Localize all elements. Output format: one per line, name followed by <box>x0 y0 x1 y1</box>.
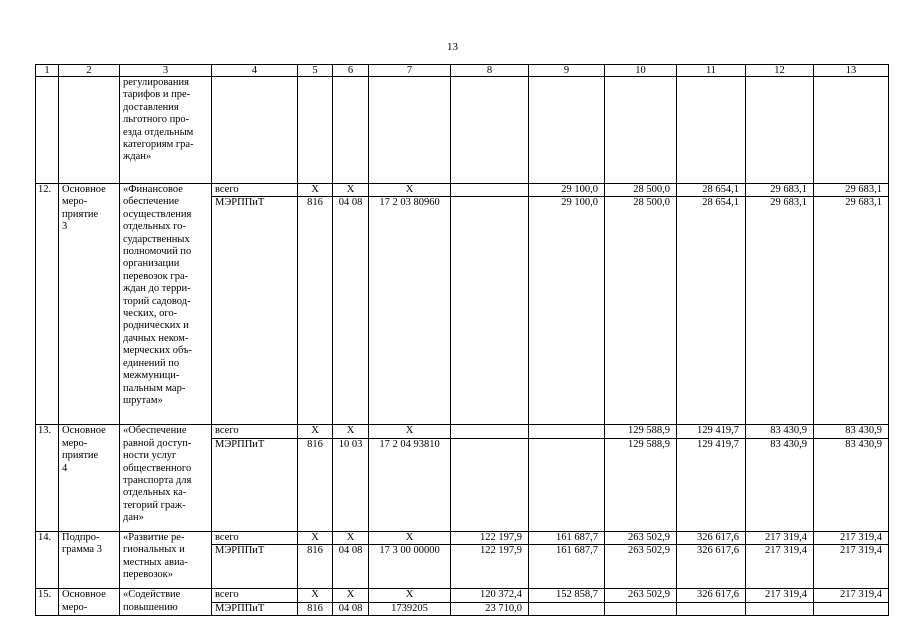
amount-cell: 29 683,1 <box>746 184 814 197</box>
csr-cell: X <box>369 184 451 197</box>
page-number: 13 <box>447 41 458 53</box>
event-type: Основное меро- приятие 4 <box>59 425 120 531</box>
executor-cell: всего <box>212 589 298 602</box>
amount-cell: 161 687,7 <box>529 531 605 544</box>
empty-cell <box>369 77 451 184</box>
table-row <box>36 184 889 197</box>
event-name: «Развитие ре- гиональных и местных авиа- перевозок» <box>120 531 212 588</box>
event-type: Подпро- грамма 3 <box>59 531 120 588</box>
amount-cell: 326 617,6 <box>677 531 746 544</box>
executor-cell: МЭРППиТ <box>212 438 298 531</box>
amount-cell <box>451 425 529 438</box>
amount-cell <box>529 438 605 531</box>
amount-cell: 129 588,9 <box>605 438 677 531</box>
rzpr-cell: X <box>333 531 369 544</box>
executor-cell: МЭРППиТ <box>212 602 298 615</box>
empty-cell <box>605 77 677 184</box>
table-row <box>36 589 889 602</box>
empty-cell <box>36 77 59 184</box>
grbs-cell: X <box>298 589 333 602</box>
rzpr-cell: 10 03 <box>333 438 369 531</box>
amount-cell <box>677 602 746 615</box>
csr-cell: X <box>369 589 451 602</box>
amount-cell: 129 419,7 <box>677 438 746 531</box>
budget-table <box>35 64 889 616</box>
amount-cell: 29 683,1 <box>746 197 814 425</box>
amount-cell: 29 683,1 <box>814 197 889 425</box>
csr-cell: X <box>369 531 451 544</box>
row-number: 15. <box>36 589 59 616</box>
header-row <box>36 65 889 77</box>
table-row <box>36 425 889 438</box>
amount-cell: 217 319,4 <box>746 545 814 589</box>
rzpr-cell: 04 08 <box>333 197 369 425</box>
grbs-cell: X <box>298 425 333 438</box>
executor-cell: всего <box>212 531 298 544</box>
empty-cell <box>529 77 605 184</box>
csr-cell: X <box>369 425 451 438</box>
row-number: 12. <box>36 184 59 425</box>
col-header: 9 <box>529 65 605 77</box>
grbs-cell: 816 <box>298 602 333 615</box>
amount-cell <box>529 425 605 438</box>
amount-cell <box>451 197 529 425</box>
amount-cell: 129 588,9 <box>605 425 677 438</box>
col-header: 3 <box>120 65 212 77</box>
rzpr-cell: X <box>333 184 369 197</box>
empty-cell <box>59 77 120 184</box>
amount-cell: 28 654,1 <box>677 197 746 425</box>
amount-cell: 122 197,9 <box>451 545 529 589</box>
amount-cell: 161 687,7 <box>529 545 605 589</box>
amount-cell: 29 100,0 <box>529 197 605 425</box>
empty-cell <box>746 77 814 184</box>
col-header: 5 <box>298 65 333 77</box>
amount-cell: 129 419,7 <box>677 425 746 438</box>
grbs-cell: X <box>298 531 333 544</box>
amount-cell: 28 654,1 <box>677 184 746 197</box>
empty-cell <box>298 77 333 184</box>
event-name-continued: регулирования тарифов и пре- доставления льготного про- езда отдельным категориям гра- ждан» <box>120 77 212 184</box>
col-header: 12 <box>746 65 814 77</box>
amount-cell: 263 502,9 <box>605 545 677 589</box>
csr-cell: 17 2 04 93810 <box>369 438 451 531</box>
amount-cell: 28 500,0 <box>605 184 677 197</box>
col-header: 1 <box>36 65 59 77</box>
empty-cell <box>451 77 529 184</box>
amount-cell <box>746 602 814 615</box>
col-header: 13 <box>814 65 889 77</box>
executor-cell: всего <box>212 425 298 438</box>
grbs-cell: 816 <box>298 197 333 425</box>
table-row <box>36 531 889 544</box>
amount-cell: 217 319,4 <box>814 531 889 544</box>
amount-cell: 83 430,9 <box>814 438 889 531</box>
col-header: 8 <box>451 65 529 77</box>
amount-cell: 152 858,7 <box>529 589 605 602</box>
event-type: Основное меро- приятие 3 <box>59 184 120 425</box>
csr-cell: 17 2 03 80960 <box>369 197 451 425</box>
amount-cell: 83 430,9 <box>814 425 889 438</box>
col-header: 6 <box>333 65 369 77</box>
amount-cell: 217 319,4 <box>814 545 889 589</box>
amount-cell: 29 683,1 <box>814 184 889 197</box>
amount-cell: 326 617,6 <box>677 545 746 589</box>
amount-cell <box>451 184 529 197</box>
event-type: Основное меро- <box>59 589 120 616</box>
amount-cell: 23 710,0 <box>451 602 529 615</box>
executor-cell: МЭРППиТ <box>212 197 298 425</box>
amount-cell: 122 197,9 <box>451 531 529 544</box>
amount-cell: 326 617,6 <box>677 589 746 602</box>
empty-cell <box>677 77 746 184</box>
amount-cell: 217 319,4 <box>814 589 889 602</box>
empty-cell <box>212 77 298 184</box>
executor-cell: всего <box>212 184 298 197</box>
col-header: 10 <box>605 65 677 77</box>
event-name: «Содействие повышению <box>120 589 212 616</box>
col-header: 2 <box>59 65 120 77</box>
amount-cell <box>605 602 677 615</box>
amount-cell <box>451 438 529 531</box>
amount-cell: 263 502,9 <box>605 531 677 544</box>
amount-cell <box>814 602 889 615</box>
row-number: 13. <box>36 425 59 531</box>
col-header: 7 <box>369 65 451 77</box>
event-name: «Обеспечение равной доступ- ности услуг общественного транспорта для отдельных ка- тегорий граж- дан» <box>120 425 212 531</box>
amount-cell: 28 500,0 <box>605 197 677 425</box>
amount-cell: 83 430,9 <box>746 425 814 438</box>
amount-cell: 120 372,4 <box>451 589 529 602</box>
amount-cell: 217 319,4 <box>746 531 814 544</box>
rzpr-cell: 04 08 <box>333 602 369 615</box>
row-number: 14. <box>36 531 59 588</box>
executor-cell: МЭРППиТ <box>212 545 298 589</box>
amount-cell: 83 430,9 <box>746 438 814 531</box>
grbs-cell: 816 <box>298 545 333 589</box>
rzpr-cell: X <box>333 425 369 438</box>
col-header: 4 <box>212 65 298 77</box>
grbs-cell: 816 <box>298 438 333 531</box>
rzpr-cell: 04 08 <box>333 545 369 589</box>
amount-cell: 263 502,9 <box>605 589 677 602</box>
empty-cell <box>333 77 369 184</box>
rzpr-cell: X <box>333 589 369 602</box>
amount-cell <box>529 602 605 615</box>
grbs-cell: X <box>298 184 333 197</box>
amount-cell: 29 100,0 <box>529 184 605 197</box>
amount-cell: 217 319,4 <box>746 589 814 602</box>
continuation-row <box>36 77 889 184</box>
csr-cell: 17 3 00 00000 <box>369 545 451 589</box>
csr-cell: 1739205 <box>369 602 451 615</box>
empty-cell <box>814 77 889 184</box>
event-name: «Финансовое обеспечение осуществления отдельных го- сударственных полномочий по организации перевозок гра- ждан до терри- торий садовод- ческих, ого- роднических и дачных неком- мерческих объ- единений по межмуници- пальным мар- шрутам» <box>120 184 212 425</box>
col-header: 11 <box>677 65 746 77</box>
